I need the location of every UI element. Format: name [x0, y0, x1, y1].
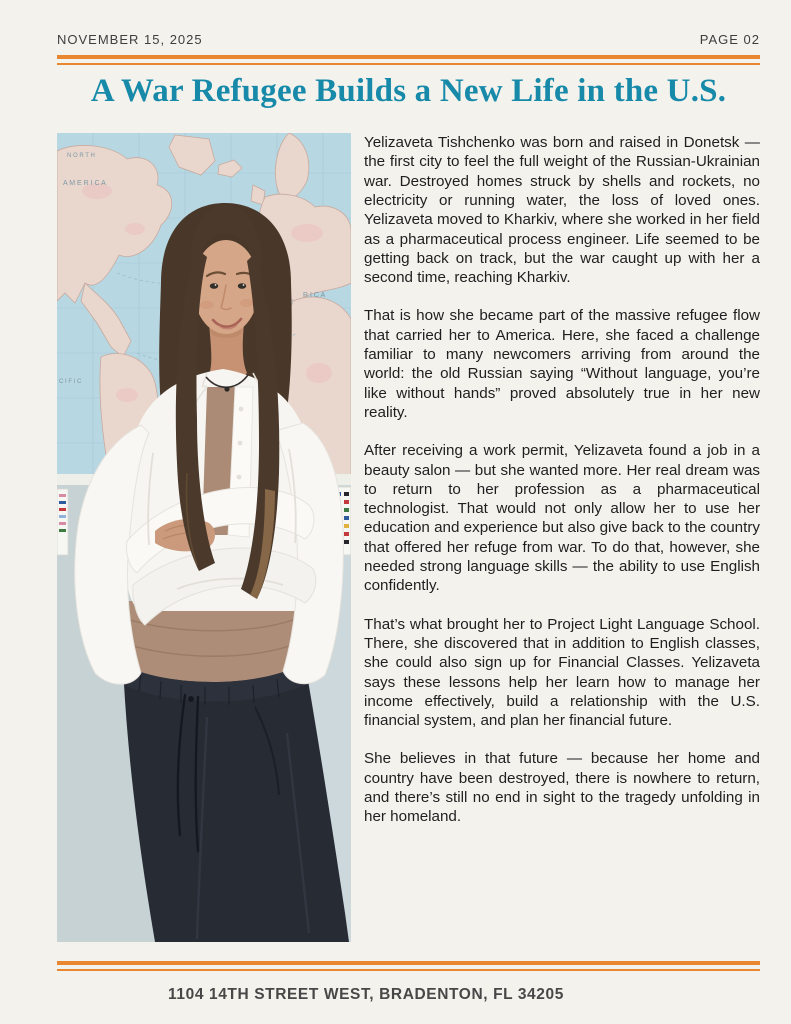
map-label-america: A M E R I C A — [63, 180, 106, 188]
map-label-africa: R I C A — [303, 292, 326, 300]
left-poster — [57, 489, 68, 555]
article-content — [57, 133, 760, 942]
article-paragraph: She believes in that future — because her home and country have been destroyed, there is nowhere to return, and there’s still no end in sight to the tragedy unfolding in her homeland. — [364, 750, 760, 826]
footer-address: 1104 14TH STREET WEST, BRADENTON, FL 34205 — [168, 986, 564, 1003]
header-date: NOVEMBER 15, 2025 — [57, 32, 203, 47]
article-body — [364, 133, 760, 827]
article-paragraph: Yelizaveta Tishchenko was born and raised in Donetsk — the first city to feel the full weight of the Russian-Ukrainian war. Destroyed homes struck by shells and rockets, no electricity or running water, the loss of loved ones. Yelizaveta moved to Kharkiv, where she worked in her field as a pharmaceutical process engineer. Life seemed to be getting back on track, but the war caught up with her a second time, reaching Kharkiv. — [364, 134, 760, 287]
footer-rule-thin — [57, 969, 760, 971]
page-header — [57, 0, 760, 47]
map-label-north: N O R T H — [67, 153, 95, 160]
page-footer — [57, 961, 760, 1004]
article-title: A War Refugee Builds a New Life in the U.S. — [90, 73, 727, 109]
map-label-pacific: C I F I C — [59, 379, 82, 386]
article-paragraph: That’s what brought her to Project Light Language School. There, she discovered that in addition to English classes, she could also sign up for Financial Classes. Yelizaveta says these lessons help her learn how to manage her income effectively, build a relationship with the U.S. financial system, and plan her financial future. — [364, 615, 760, 730]
footer-rule-thick — [57, 961, 760, 965]
article-paragraph: After receiving a work permit, Yelizaveta found a job in a beauty salon — but she wanted more. Her real dream was to return to her profession as a pharmaceutical technologist. That would not only allow her to use her education and experience but also give back to the country that offered her refuge from war. To do that, however, she needed strong language skills — the ability to use English confidently. — [364, 442, 760, 595]
article-paragraph: That is how she became part of the massive refugee flow that carried her to America. Here, she faced a challenge familiar to many newcomers arriving from around the world: the old Russian saying “Without language, you’re like without hands” proved absolutely true in her new reality. — [364, 307, 760, 421]
header-rule-thin — [57, 63, 760, 65]
header-rule-thick — [57, 55, 760, 59]
article-photo — [57, 133, 351, 942]
header-page-number: PAGE 02 — [699, 32, 760, 47]
